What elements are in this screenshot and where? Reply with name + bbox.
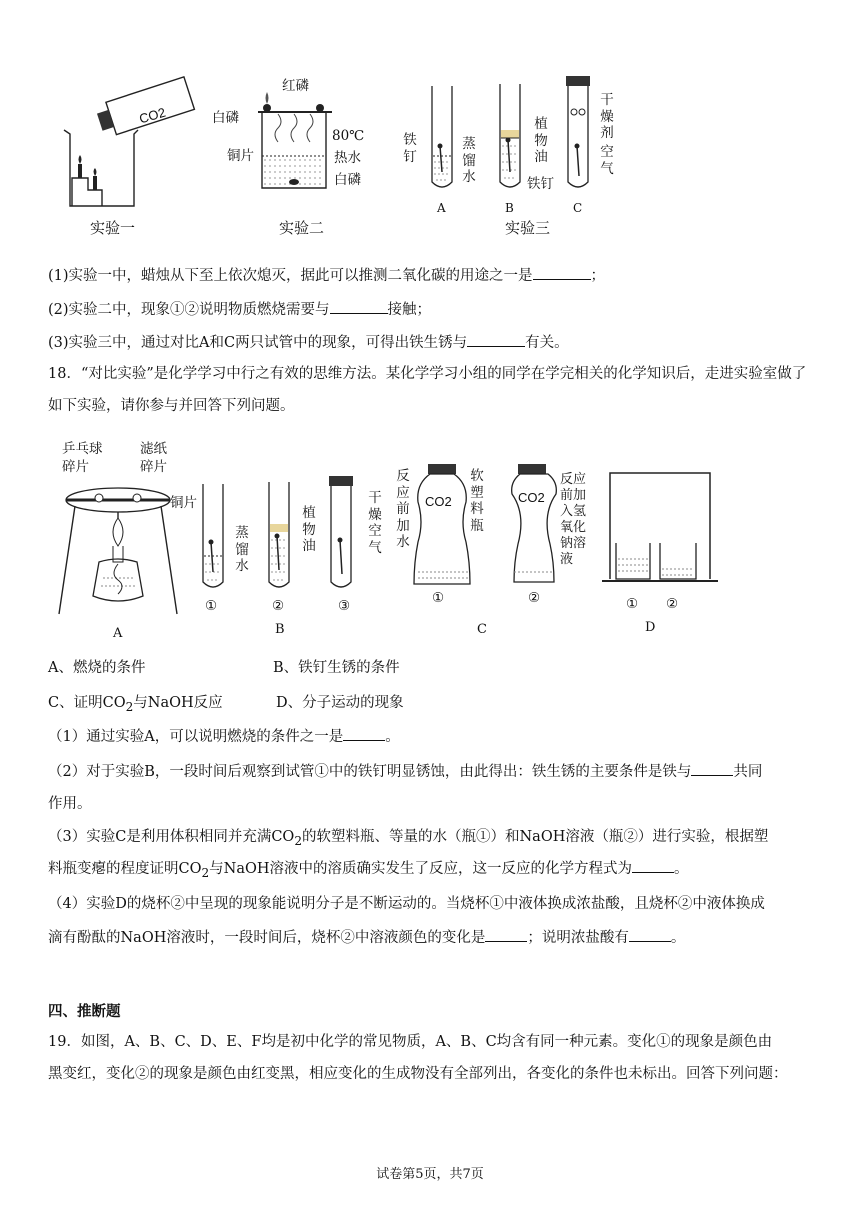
- exp3-tube-c-letter: C: [573, 201, 583, 215]
- figB-tube-3-number: ③: [338, 598, 351, 614]
- exp2-white-phosphorus-bottom-label: 白磷: [334, 172, 361, 188]
- caption-exp2: 实验二: [279, 219, 325, 237]
- answer-blank[interactable]: [533, 267, 591, 280]
- caption-figD: D: [645, 620, 656, 635]
- q18-part2-tail: 共同: [733, 764, 763, 780]
- answer-blank[interactable]: [691, 763, 733, 776]
- q17-part3-text: (3)实验三中，通过对比A和C两只试管中的现象，可得出铁生锈与: [48, 335, 468, 351]
- q19-line1: 19．如图，A、B、C、D、E、F均是初中化学的常见物质，A、B、C均含有同一种元素。变化①的现象是颜色由: [48, 1034, 773, 1050]
- page-footer: 试卷第5页，共7页: [376, 1167, 484, 1182]
- figB-dry-air-label: 干燥空气: [368, 490, 382, 556]
- exp3-iron-nail-a-label: 铁钉: [403, 132, 417, 165]
- q18-part4-cont: [48, 926, 685, 947]
- q18-part4-text-b: 滴有酚酞的NaOH溶液时，一段时间后，烧杯②中溶液颜色的变化是: [48, 930, 486, 946]
- exp1-beaker-co2-diagram: [58, 78, 198, 208]
- answer-blank[interactable]: [485, 929, 527, 942]
- answer-blank[interactable]: [343, 728, 385, 741]
- caption-figB: B: [275, 622, 285, 637]
- q18-part3-text-d: 与NaOH溶液中的溶质确实发生了反应，这一反应的化学方程式为: [209, 861, 633, 877]
- q18-option-b: B、铁钉生锈的条件: [273, 660, 400, 676]
- figD-beaker-1-number: ①: [626, 596, 639, 612]
- figB-distilled-water-label: 蒸馏水: [235, 525, 249, 574]
- answer-blank[interactable]: [467, 334, 525, 347]
- q18-part2-text: （2）对于实验B，一段时间后观察到试管①中的铁钉明显锈蚀，由此得出：铁生锈的主要条件是铁与: [48, 764, 692, 780]
- exp3-tube-b-letter: B: [505, 201, 514, 215]
- q18-option-d: D、分子运动的现象: [276, 695, 404, 711]
- subscript: 2: [294, 833, 302, 848]
- figC-co2-right-text: CO2: [518, 490, 545, 505]
- exp2-copper-label: 铜片: [227, 148, 254, 164]
- exp3-vegetable-oil-label: 植物油: [534, 116, 548, 165]
- period: 。: [670, 930, 686, 946]
- q18-part3: [48, 825, 768, 848]
- subscript: 2: [125, 699, 134, 714]
- period: 。: [385, 729, 400, 745]
- caption-exp3: 实验三: [505, 219, 551, 237]
- figD-beaker-2-number: ②: [666, 596, 679, 612]
- caption-exp1: 实验一: [90, 219, 136, 237]
- caption-figA: A: [113, 626, 123, 641]
- q18-stem: 18．“对比实验”是化学学习中行之有效的思维方法。某化学学习小组的同学在学完相关的化学知识后，走进实验室做了如下实验，请你参与并回答下列问题。: [48, 366, 807, 414]
- figC-bottle-2-number: ②: [528, 590, 541, 606]
- exp3-iron-nail-b-label: 铁钉: [527, 176, 554, 192]
- exp3-tube-a-letter: A: [437, 201, 446, 215]
- q18-part2: [48, 760, 762, 781]
- q18-part2-cont: 作用。: [48, 796, 92, 812]
- q18-part4-text-c: ；说明浓盐酸有: [527, 930, 629, 946]
- exp2-hot-water-label: 热水: [334, 150, 361, 166]
- q18-part3-text-b: 的软塑料瓶、等量的水（瓶①）和NaOH溶液（瓶②）进行实验，根据塑: [302, 829, 769, 845]
- answer-blank[interactable]: [629, 929, 671, 942]
- q18-part3-text: （3）实验C是利用体积相同并充满CO: [48, 829, 295, 845]
- subscript: 2: [201, 865, 210, 880]
- section-heading: 四、推断题: [48, 1003, 121, 1020]
- exp3-desiccant-label: 干燥剂: [600, 92, 614, 141]
- q17-part1: (1)实验一中，蜡烛从下至上依次熄灭，据此可以推测二氧化碳的用途之一是 ；: [48, 268, 606, 284]
- q17-part3-tail: 有关。: [525, 335, 569, 351]
- figC-soft-bottle-label: 软塑料瓶: [470, 468, 484, 534]
- exp1-co2-label: CO2: [137, 104, 168, 127]
- exp3-air-label: 空气: [600, 144, 614, 177]
- q18-part1-text: （1）通过实验A，可以说明燃烧的条件之一是: [48, 729, 344, 745]
- q17-part2: [48, 298, 431, 319]
- answer-blank[interactable]: [330, 301, 388, 314]
- figD-bell-jar-diagram: [600, 465, 720, 595]
- q18-part3-text-c: 料瓶变瘪的程度证明CO: [48, 861, 202, 877]
- figC-co2-left-text: CO2: [425, 494, 452, 509]
- q18-part3-cont: [48, 857, 689, 880]
- figB-tube-2-number: ②: [272, 598, 285, 614]
- figB-tube-1-number: ①: [205, 598, 218, 614]
- exp2-red-phosphorus-label: 红磷: [282, 78, 309, 94]
- caption-figC: C: [477, 622, 487, 637]
- option-c-text: C、证明CO: [48, 695, 126, 711]
- exp2-white-phosphorus-top-label: 白磷: [212, 110, 239, 126]
- figC-right-note-label: 反应前加入氢氧化钠溶液: [560, 472, 587, 567]
- exp3-distilled-water-label: 蒸馏水: [462, 136, 476, 185]
- figC-co2-left-label: [425, 494, 452, 510]
- figC-bottles-diagram: [410, 462, 580, 592]
- q18-option-c: [48, 691, 223, 714]
- figC-left-note-label: 反应前加水: [396, 468, 410, 550]
- q18-option-a: A、燃烧的条件: [48, 660, 146, 676]
- q17-part3: [48, 331, 569, 352]
- answer-blank[interactable]: [632, 860, 674, 873]
- figC-co2-right-label: [518, 490, 545, 506]
- q17-part2-tail: 接触；: [387, 302, 432, 318]
- figC-bottle-1-number: ①: [432, 590, 445, 606]
- exp2-temperature-label: 80℃: [332, 128, 365, 144]
- q18-part4: （4）实验D的烧杯②中呈现的现象能说明分子是不断运动的。当烧杯①中液体换成浓盐酸，且烧杯②中液体换成: [48, 896, 765, 912]
- figB-tubes-diagram: [195, 476, 355, 606]
- q17-part2-text: (2)实验二中，现象①②说明物质燃烧需要与: [48, 302, 330, 318]
- exp3-rusting-tubes-diagram: [420, 76, 620, 196]
- figA-pingpong-label: 乒乓球碎片: [62, 441, 103, 475]
- period: 。: [674, 861, 689, 877]
- figB-vegetable-oil-label: 植物油: [302, 505, 316, 554]
- figA-filter-paper-label: 滤纸碎片: [140, 441, 167, 475]
- figA-tripod-diagram: [55, 478, 185, 618]
- q17-part1-text: (1)实验一中，蜡烛从下至上依次熄灭，据此可以推测二氧化碳的用途之一是: [48, 268, 533, 284]
- option-c-text-tail: 与NaOH反应: [133, 695, 223, 711]
- q19-line2: 黑变红，变化②的现象是颜色由红变黑，相应变化的生成物没有全部列出，各变化的条件也未标出。回答下列问题：: [48, 1066, 788, 1082]
- q18-part1: [48, 725, 400, 746]
- figA-copper-label: 铜片: [170, 495, 197, 511]
